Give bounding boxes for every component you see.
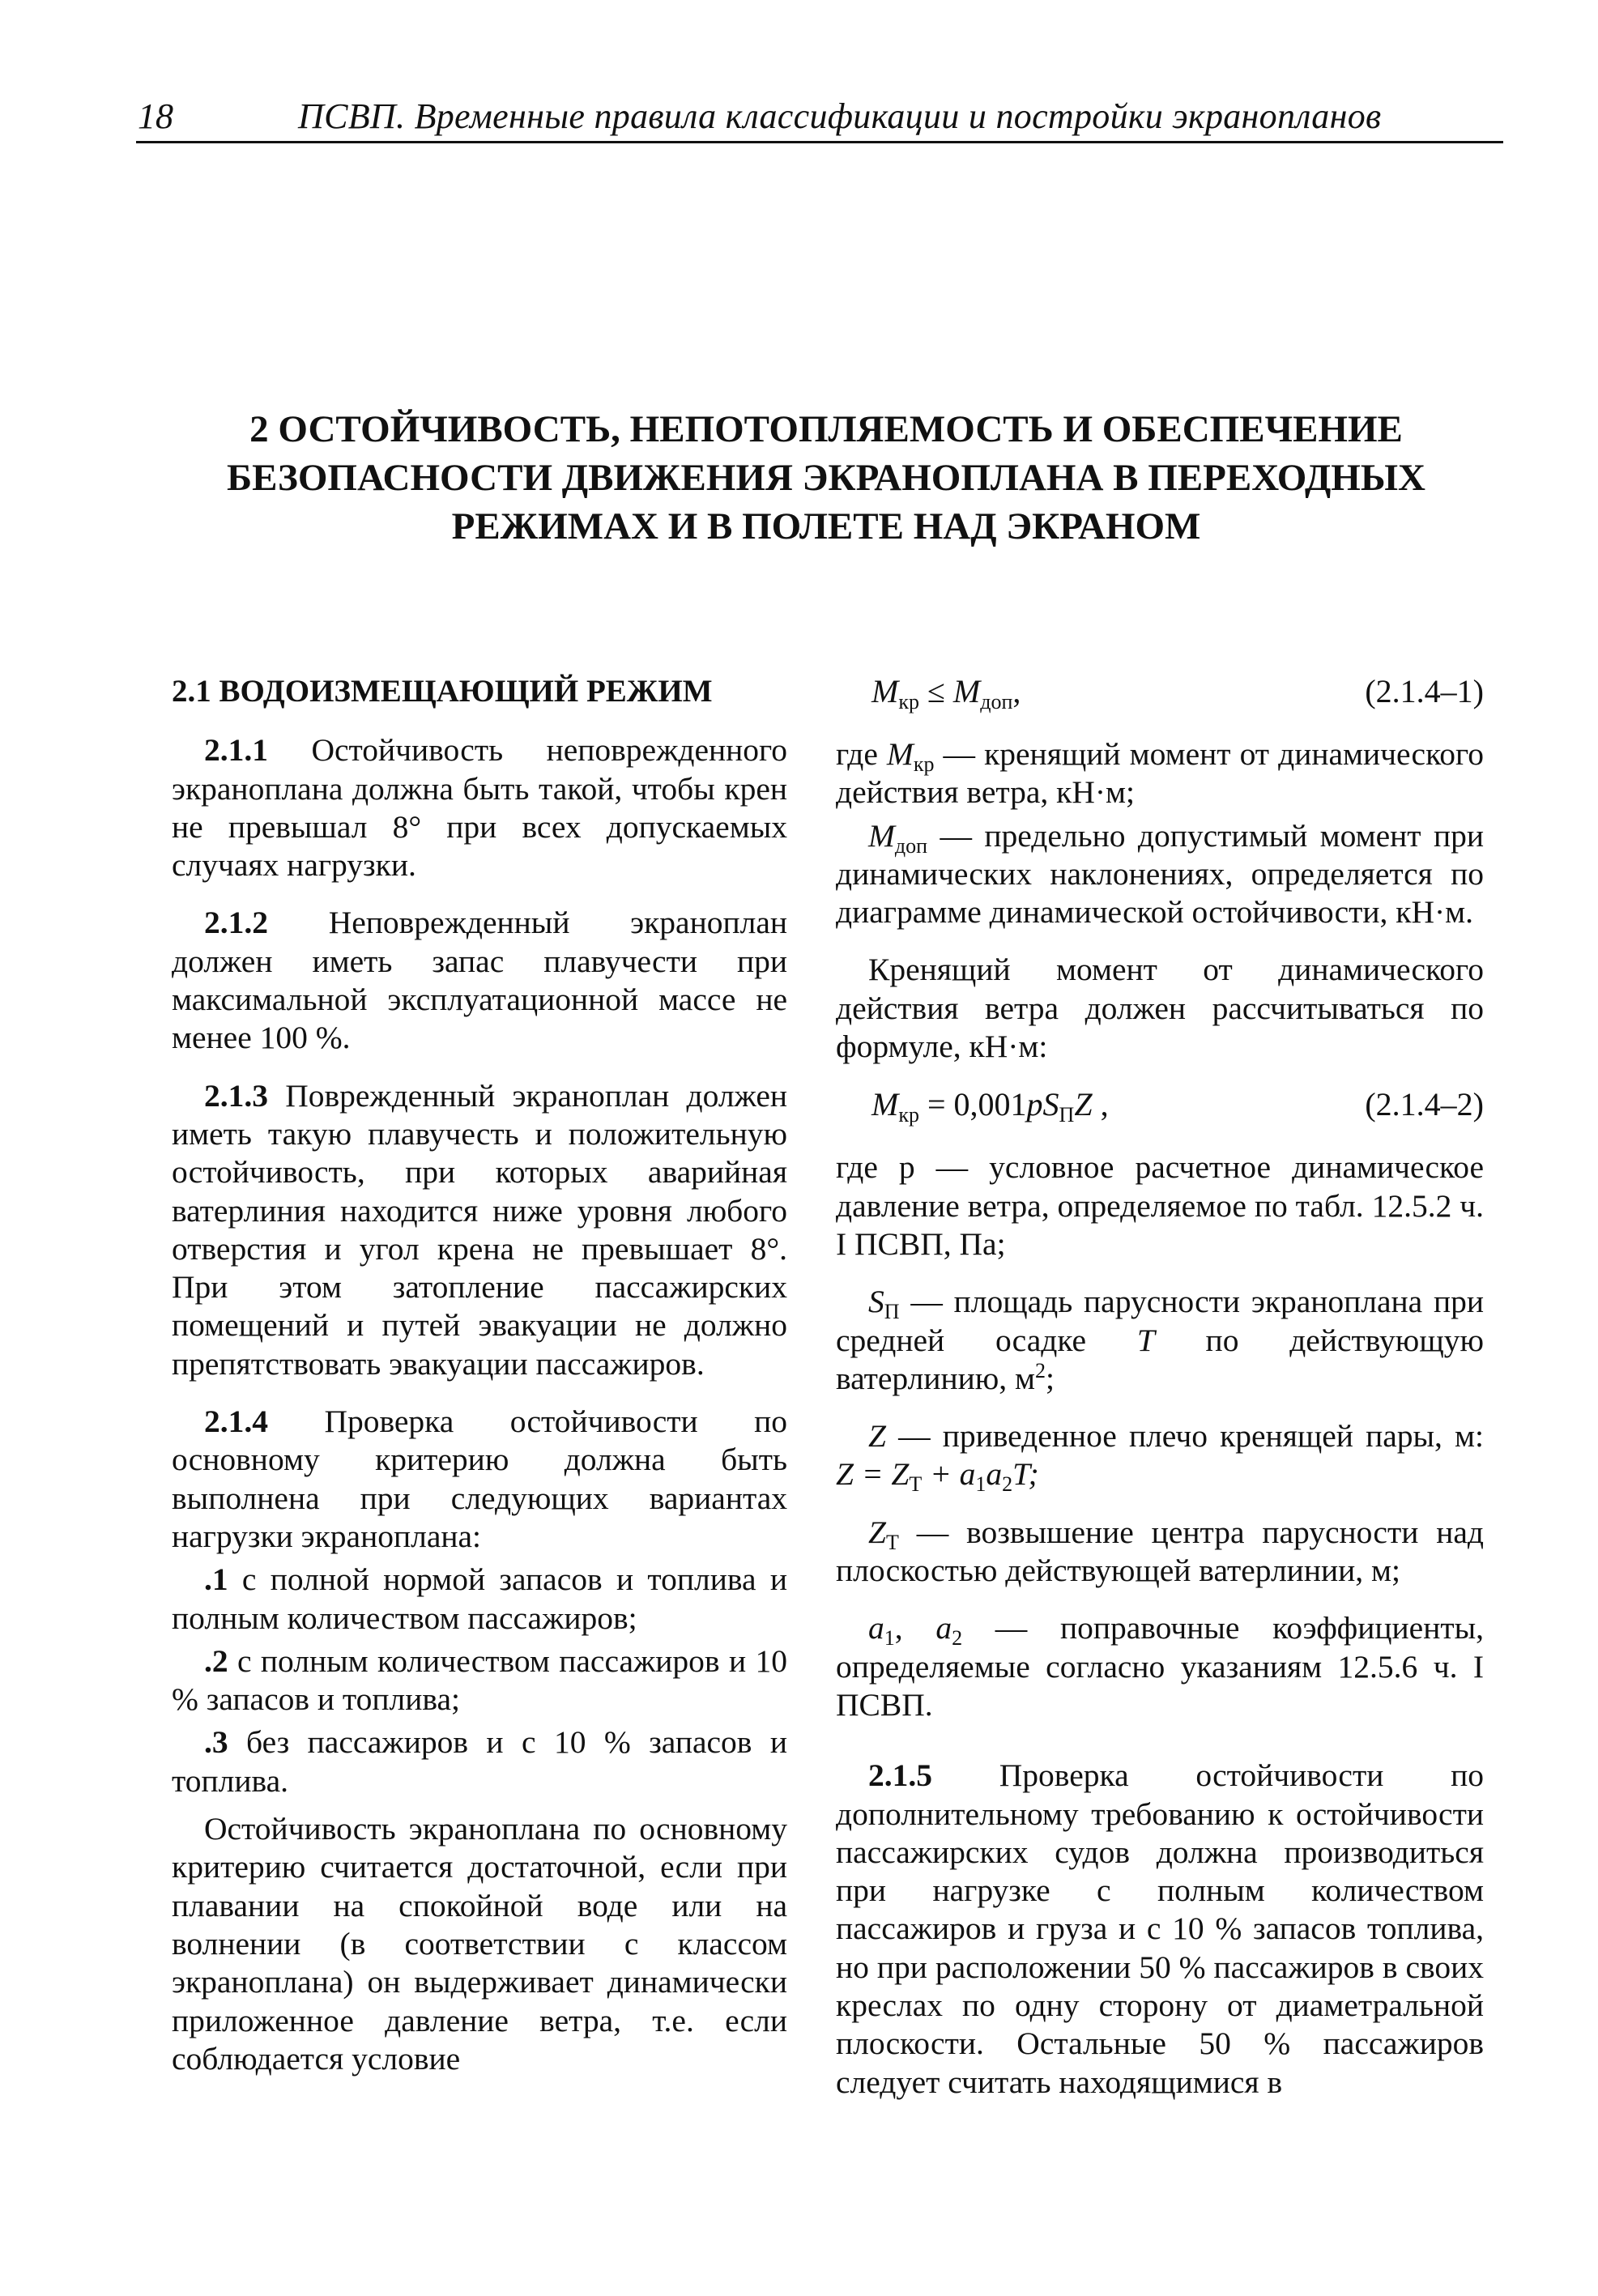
superscript: 2 [1035, 1358, 1046, 1382]
equation-number: (2.1.4–2) [1365, 1086, 1484, 1123]
paragraph-2-1-1 [172, 731, 787, 884]
subscript: кр [898, 1103, 919, 1127]
item-number: .3 [204, 1724, 228, 1761]
left-column [172, 672, 787, 2098]
subscript: 2 [1002, 1472, 1013, 1497]
list-item [172, 1561, 787, 1638]
paragraph-text: Поврежденный экраноплан должен иметь такую плавучесть и положительную остойчивость, при которых аварийная ватерлиния находится ниже уровня любого отверстия и угол крена не превышает 8°. При этом затопление пассажирских помещений и путей эвакуации не должно препятствовать эвакуации пассажиров. [172, 1077, 787, 1382]
item-text: с полной нормой запасов и топлива и полным количеством пассажиров; [172, 1561, 787, 1636]
subscript: 1 [884, 1626, 895, 1651]
formula-inline: T; [1012, 1456, 1039, 1493]
definition-zt [836, 1514, 1484, 1591]
symbol-s: S [868, 1284, 884, 1320]
item-text: с полным количеством пассажиров и 10 % запасов и топлива; [172, 1642, 787, 1718]
subscript: 1 [975, 1472, 986, 1497]
text: — площадь парусности экраноплана при средней осадке [836, 1284, 1484, 1358]
symbol-m: M [868, 817, 895, 854]
text: — предельно допустимый момент при динамических наклонениях, определяется по диаграмме динамической остойчивости, кН·м. [836, 817, 1484, 931]
paragraph-2-1-5 [836, 1757, 1484, 2102]
definition-p: где p — условное расчетное динамическое давление ветра, определяемое по табл. 12.5.2 ч. I ПСВП, Па; [836, 1149, 1484, 1262]
subscript: Т [885, 1530, 899, 1554]
operator: = 0,001 [918, 1086, 1027, 1123]
formula-inline: a [986, 1456, 1003, 1493]
text: где [836, 736, 887, 772]
definition-sp [836, 1283, 1484, 1398]
page-number: 18 [138, 96, 173, 136]
paragraph-heeling-moment: Кренящий момент от динамического действия ветра должен рассчитываться по формуле, кН·м: [836, 952, 1484, 1065]
punctuation: , [1092, 1086, 1109, 1123]
symbol-m: M [886, 736, 914, 772]
subscript: 2 [952, 1626, 963, 1651]
subscript: Т [909, 1472, 923, 1497]
chapter-title [162, 405, 1490, 551]
clause-number: 2.1.4 [204, 1404, 268, 1440]
punctuation: , [894, 1610, 936, 1646]
symbol-m: M [871, 673, 899, 709]
formula-inline: + a [922, 1456, 976, 1493]
list-item [172, 1723, 787, 1800]
running-header [136, 91, 1503, 143]
symbol-z: Z [868, 1514, 886, 1550]
text: — возвышение центра парусности над плоскостью действующей ватерлинии, м; [836, 1514, 1484, 1589]
clause-number: 2.1.3 [204, 1077, 268, 1114]
item-number: .1 [204, 1561, 228, 1598]
symbol-a: a [868, 1610, 884, 1646]
clause-number: 2.1.1 [204, 732, 268, 769]
clause-number: 2.1.5 [868, 1757, 932, 1794]
running-title: ПСВП. Временные правила классификации и постройки экранопланов [298, 96, 1382, 136]
subscript: доп [980, 690, 1013, 714]
paragraph-text: Неповрежденный экраноплан должен иметь запас плавучести при максимальной эксплуатационной массе не менее 100 %. [172, 905, 787, 1056]
paragraph-2-1-4 [172, 1403, 787, 1556]
formula-inline: Z = Z [836, 1456, 910, 1493]
text: ; [1046, 1360, 1055, 1396]
clause-number: 2.1.2 [204, 905, 268, 941]
chapter-title-line: РЕЖИМАХ И В ПОЛЕТЕ НАД ЭКРАНОМ [451, 505, 1201, 547]
subscript: кр [898, 690, 919, 714]
symbol-z: Z [1074, 1086, 1093, 1123]
definition-a1-a2 [836, 1609, 1484, 1724]
subscript: кр [913, 752, 935, 776]
symbol-t: T [1136, 1322, 1155, 1358]
paragraph-criterion: Остойчивость экраноплана по основному критерию считается достаточной, если при плавании на спокойной воде или на волнении (в соответствии с классом экраноплана) он выдерживает динамически приложенное давление ветра, т.е. если соблюдается условие [172, 1811, 787, 2077]
paragraph-text: Проверка остойчивости по дополнительному требованию к остойчивости пассажирских судов должна производиться при нагрузке с полным количеством пассажиров и груза и с 10 % запасов топлива, но при расположении 50 % пассажиров в своих креслах по одну сторону от диаметральной плоскости. Остальные 50 % пассажиров следует считать находящимися в [836, 1757, 1484, 2100]
text: — приведенное плечо кренящей пары, м: [885, 1418, 1484, 1455]
section-title: 2.1 ВОДОИЗМЕЩАЮЩИЙ РЕЖИМ [172, 674, 713, 709]
paragraph-text: Остойчивость неповрежденного экраноплана должна быть такой, чтобы крен не превышал 8° при всех допускаемых случаях нагрузки. [172, 732, 787, 884]
definition-mdop [836, 817, 1484, 932]
formula-expression [871, 672, 1021, 714]
symbol-a: a [935, 1610, 952, 1646]
list-item [172, 1642, 787, 1719]
formula-2-1-4-1 [836, 672, 1484, 719]
text: — поправочные коэффициенты, определяемые согласно указаниям 12.5.6 ч. I ПСВП. [836, 1610, 1485, 1723]
symbol-ps: pS [1026, 1086, 1059, 1123]
equation-number: (2.1.4–1) [1365, 673, 1484, 709]
item-text: без пассажиров и с 10 % запасов и топлива. [172, 1724, 787, 1799]
paragraph-2-1-2 [172, 904, 787, 1057]
formula-expression [871, 1085, 1109, 1127]
symbol-m: M [952, 673, 981, 709]
subscript: П [884, 1300, 900, 1324]
chapter-title-line: 2 ОСТОЙЧИВОСТЬ, НЕПОТОПЛЯЕМОСТЬ И ОБЕСПЕЧЕНИЕ [249, 408, 1403, 450]
text: — кренящий момент от динамического действия ветра, кН·м; [836, 736, 1484, 811]
item-number: .2 [204, 1642, 228, 1679]
symbol-m: M [871, 1086, 899, 1123]
operator: ≤ [918, 673, 953, 709]
subscript: П [1059, 1103, 1075, 1127]
chapter-title-line: БЕЗОПАСНОСТИ ДВИЖЕНИЯ ЭКРАНОПЛАНА В ПЕРЕХОДНЫХ [227, 457, 1425, 499]
formula-2-1-4-2 [836, 1085, 1484, 1132]
definition-z [836, 1417, 1484, 1497]
punctuation: , [1012, 673, 1021, 709]
definition-mkr [836, 735, 1484, 812]
subscript: доп [894, 833, 928, 858]
text: по действующую ватерлинию, м [836, 1322, 1484, 1396]
right-column [836, 672, 1484, 2121]
paragraph-2-1-3 [172, 1077, 787, 1383]
symbol-z: Z [868, 1418, 886, 1455]
paragraph-text: Проверка остойчивости по основному критерию должна быть выполнена при следующих вариантах нагрузки экраноплана: [172, 1404, 787, 1554]
